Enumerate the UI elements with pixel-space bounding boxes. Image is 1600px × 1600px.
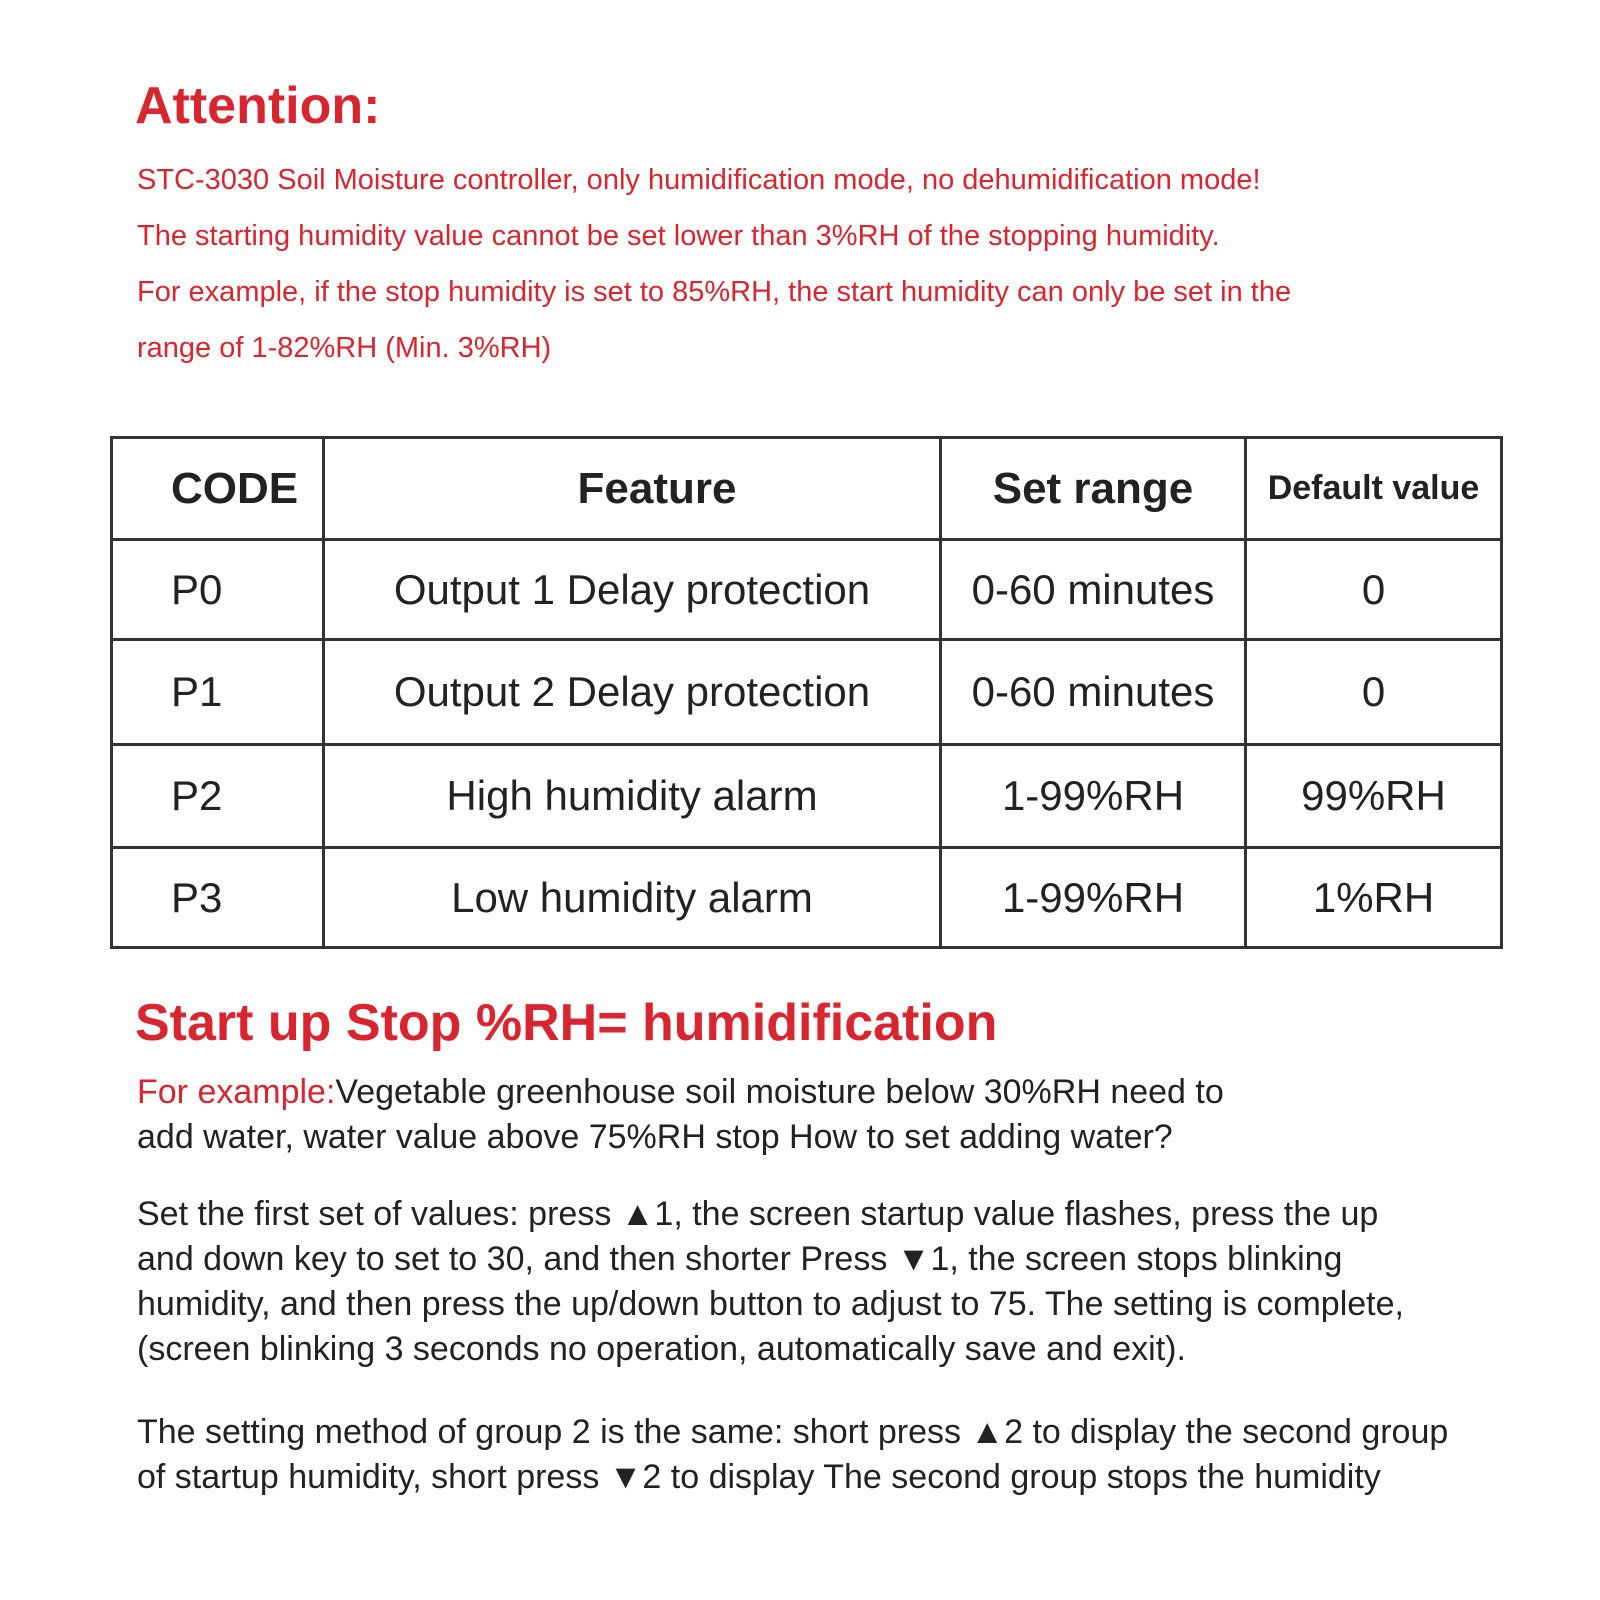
table-row [112, 640, 1502, 745]
group2-line: The setting method of group 2 is the same: short press ▲2 to display the second group [137, 1413, 1449, 1451]
header-feature: Feature [324, 438, 941, 540]
attention-title: Attention: [135, 77, 381, 135]
parameter-table [110, 436, 1503, 949]
cell-code: P1 [112, 640, 324, 745]
cell-default-value: 0 [1246, 640, 1502, 745]
example-paragraph [137, 1070, 1557, 1160]
cell-feature: High humidity alarm [324, 745, 941, 848]
section-title: Start up Stop %RH= humidification [135, 994, 998, 1052]
example-label: For example: [137, 1073, 336, 1111]
table-header-row [112, 438, 1502, 540]
cell-default-value: 0 [1246, 540, 1502, 640]
header-code: CODE [112, 438, 324, 540]
instructions-paragraph [137, 1192, 1557, 1372]
attention-line: range of 1-82%RH (Min. 3%RH) [137, 332, 552, 364]
cell-feature: Output 1 Delay protection [324, 540, 941, 640]
instruction-line: humidity, and then press the up/down button to adjust to 75. The setting is complete, [137, 1285, 1404, 1323]
cell-code: P2 [112, 745, 324, 848]
cell-set-range: 0-60 minutes [941, 540, 1246, 640]
attention-line: For example, if the stop humidity is set to 85%RH, the start humidity can only be set in the [137, 276, 1292, 308]
cell-feature: Output 2 Delay protection [324, 640, 941, 745]
table-row [112, 848, 1502, 948]
attention-line: STC-3030 Soil Moisture controller, only humidification mode, no dehumidification mode! [137, 164, 1261, 196]
cell-default-value: 99%RH [1246, 745, 1502, 848]
instruction-line: and down key to set to 30, and then shorter Press ▼1, the screen stops blinking [137, 1240, 1343, 1278]
cell-set-range: 1-99%RH [941, 848, 1246, 948]
cell-feature: Low humidity alarm [324, 848, 941, 948]
table-row [112, 540, 1502, 640]
cell-code: P3 [112, 848, 324, 948]
cell-default-value: 1%RH [1246, 848, 1502, 948]
group2-line: of startup humidity, short press ▼2 to display The second group stops the humidity [137, 1458, 1381, 1496]
group2-paragraph [137, 1410, 1557, 1500]
cell-set-range: 1-99%RH [941, 745, 1246, 848]
instruction-line: (screen blinking 3 seconds no operation, automatically save and exit). [137, 1330, 1186, 1368]
example-line: add water, water value above 75%RH stop How to set adding water? [137, 1118, 1173, 1156]
cell-code: P0 [112, 540, 324, 640]
instruction-line: Set the first set of values: press ▲1, the screen startup value flashes, press the up [137, 1195, 1379, 1233]
example-text: Vegetable greenhouse soil moisture below 30%RH need to [335, 1073, 1224, 1111]
attention-notice [137, 152, 1537, 376]
table-row [112, 745, 1502, 848]
attention-line: The starting humidity value cannot be set lower than 3%RH of the stopping humidity. [137, 220, 1220, 252]
header-set-range: Set range [941, 438, 1246, 540]
header-default-value: Default value [1246, 438, 1502, 540]
cell-set-range: 0-60 minutes [941, 640, 1246, 745]
example-line [137, 1070, 1557, 1115]
